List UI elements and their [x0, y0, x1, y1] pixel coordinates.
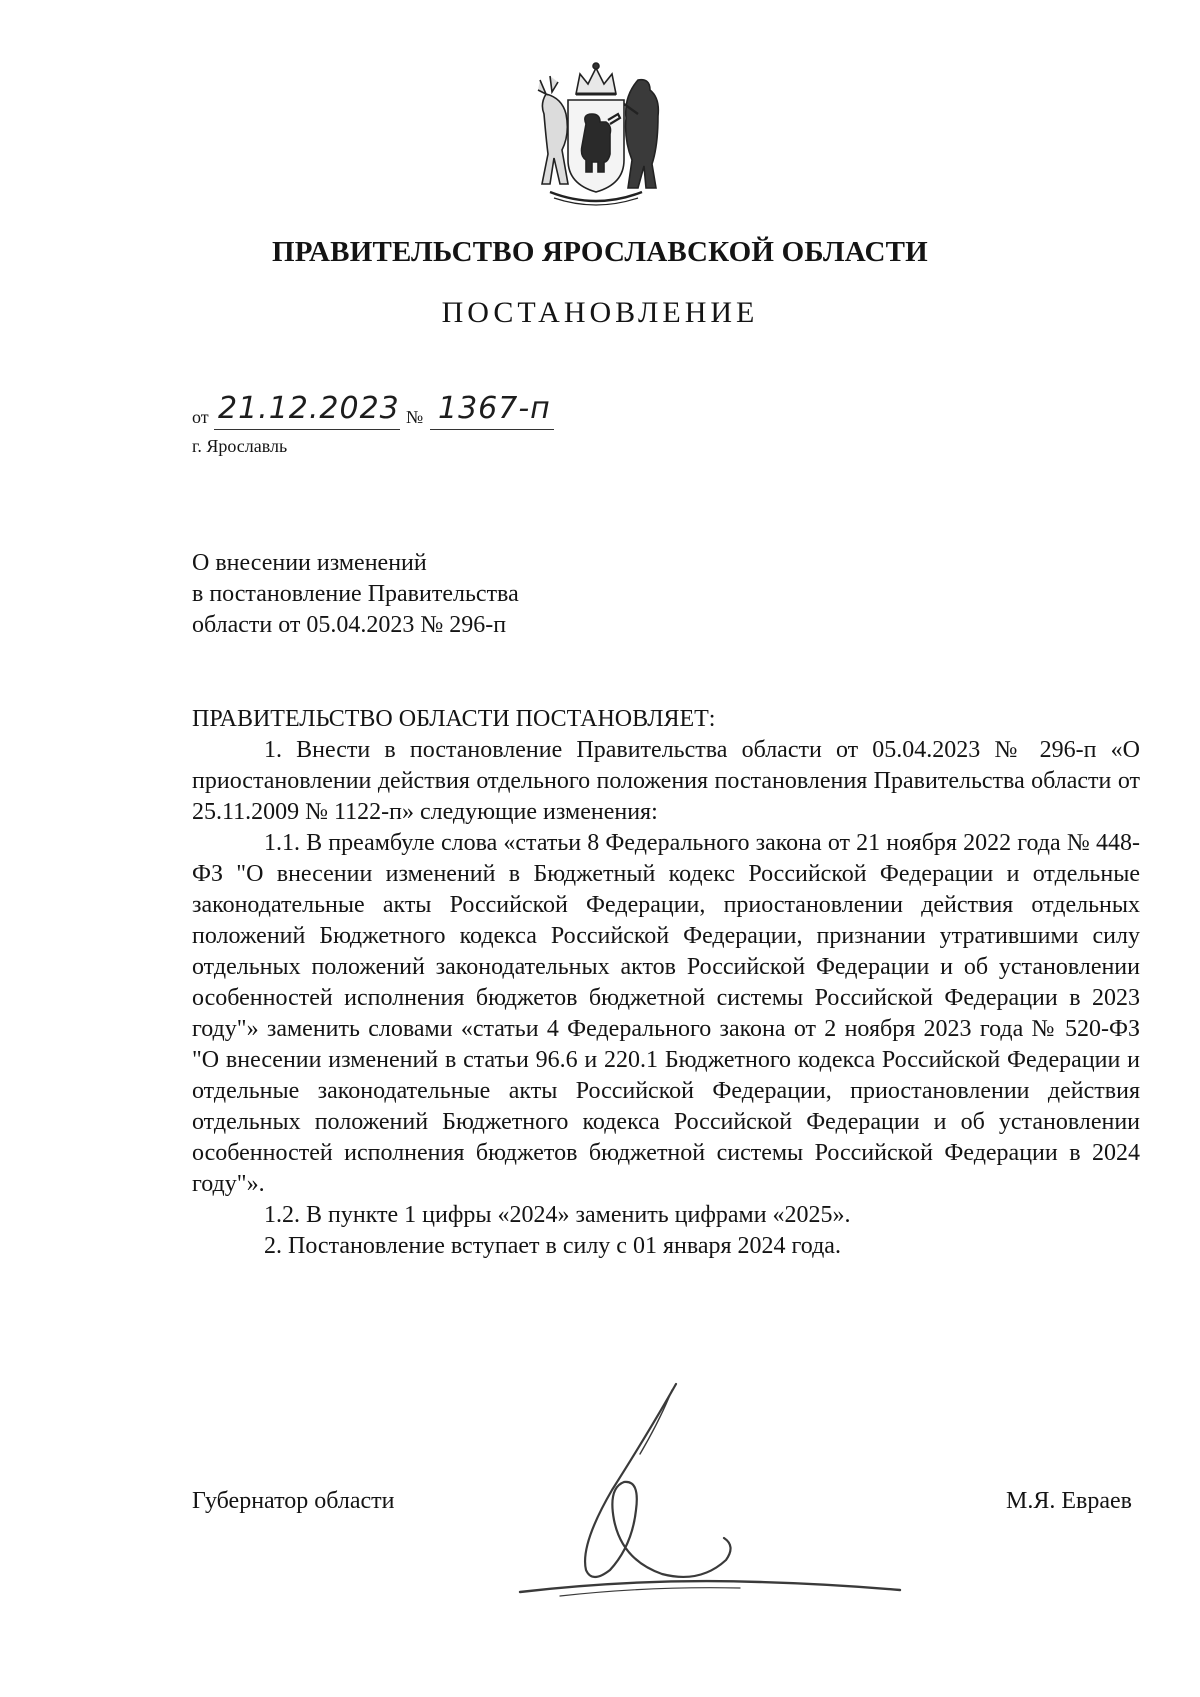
date-underline: [214, 429, 400, 430]
city: г. Ярославль: [192, 436, 288, 456]
document-subject: [192, 548, 519, 641]
document-body: [192, 704, 1140, 1262]
number-prefix: №: [406, 407, 424, 427]
government-title: ПРАВИТЕЛЬСТВО ЯРОСЛАВСКОЙ ОБЛАСТИ: [272, 236, 928, 268]
coat-of-arms-icon: [520, 60, 672, 208]
handwritten-signature: [500, 1370, 920, 1610]
subject-line: в постановление Правительства: [192, 581, 519, 607]
subject-line: О внесении изменений: [192, 550, 427, 576]
body-paragraph-1-2: 1.2. В пункте 1 цифры «2024» заменить цифрами «2025».: [264, 1202, 851, 1228]
body-paragraph-2: 2. Постановление вступает в силу с 01 января 2024 года.: [264, 1233, 841, 1259]
signatory-name: М.Я. Евраев: [1006, 1488, 1132, 1514]
body-paragraph-1: 1. Внести в постановление Правительства области от 05.04.2023 № 296-п «О приостановлении действия отдельного положения постановления Правительства области от 25.11.2009 № 1122-п» следующие изменения:: [192, 737, 1140, 825]
registration-line: [192, 392, 592, 432]
number-value: 1367-п: [438, 391, 551, 426]
body-preamble: ПРАВИТЕЛЬСТВО ОБЛАСТИ ПОСТАНОВЛЯЕТ:: [192, 706, 716, 732]
body-paragraph-1-1: 1.1. В преамбуле слова «статьи 8 Федерального закона от 21 ноября 2022 года № 448-ФЗ "О внесении изменений в Бюджетный кодекс Российской Федерации и отдельные законодательные акты Российской Федерации, приостановлении действия отдельных положений Бюджетного кодекса Российской Федерации, признании утратившими силу отдельных положений законодательных актов Российской Федерации и об установлении особенностей исполнения бюджетов бюджетной системы Российской Федерации в 2023 году"» заменить словами «статьи 4 Федерального закона от 2 ноября 2023 года № 520-ФЗ "О внесении изменений в статьи 96.6 и 220.1 Бюджетного кодекса Российской Федерации и отдельные законодательные акты Российской Федерации, приостановлении действия отдельных положений Бюджетного кодекса Российской Федерации и об установлении особенностей исполнения бюджетов бюджетной системы Российской Федерации в 2024 году"».: [192, 830, 1140, 1197]
date-value: 21.12.2023: [218, 391, 400, 426]
date-prefix: от: [192, 407, 209, 427]
number-underline: [430, 429, 554, 430]
subject-line: области от 05.04.2023 № 296-п: [192, 612, 507, 638]
document-type: ПОСТАНОВЛЕНИЕ: [441, 296, 759, 329]
signatory-position: Губернатор области: [192, 1488, 395, 1514]
